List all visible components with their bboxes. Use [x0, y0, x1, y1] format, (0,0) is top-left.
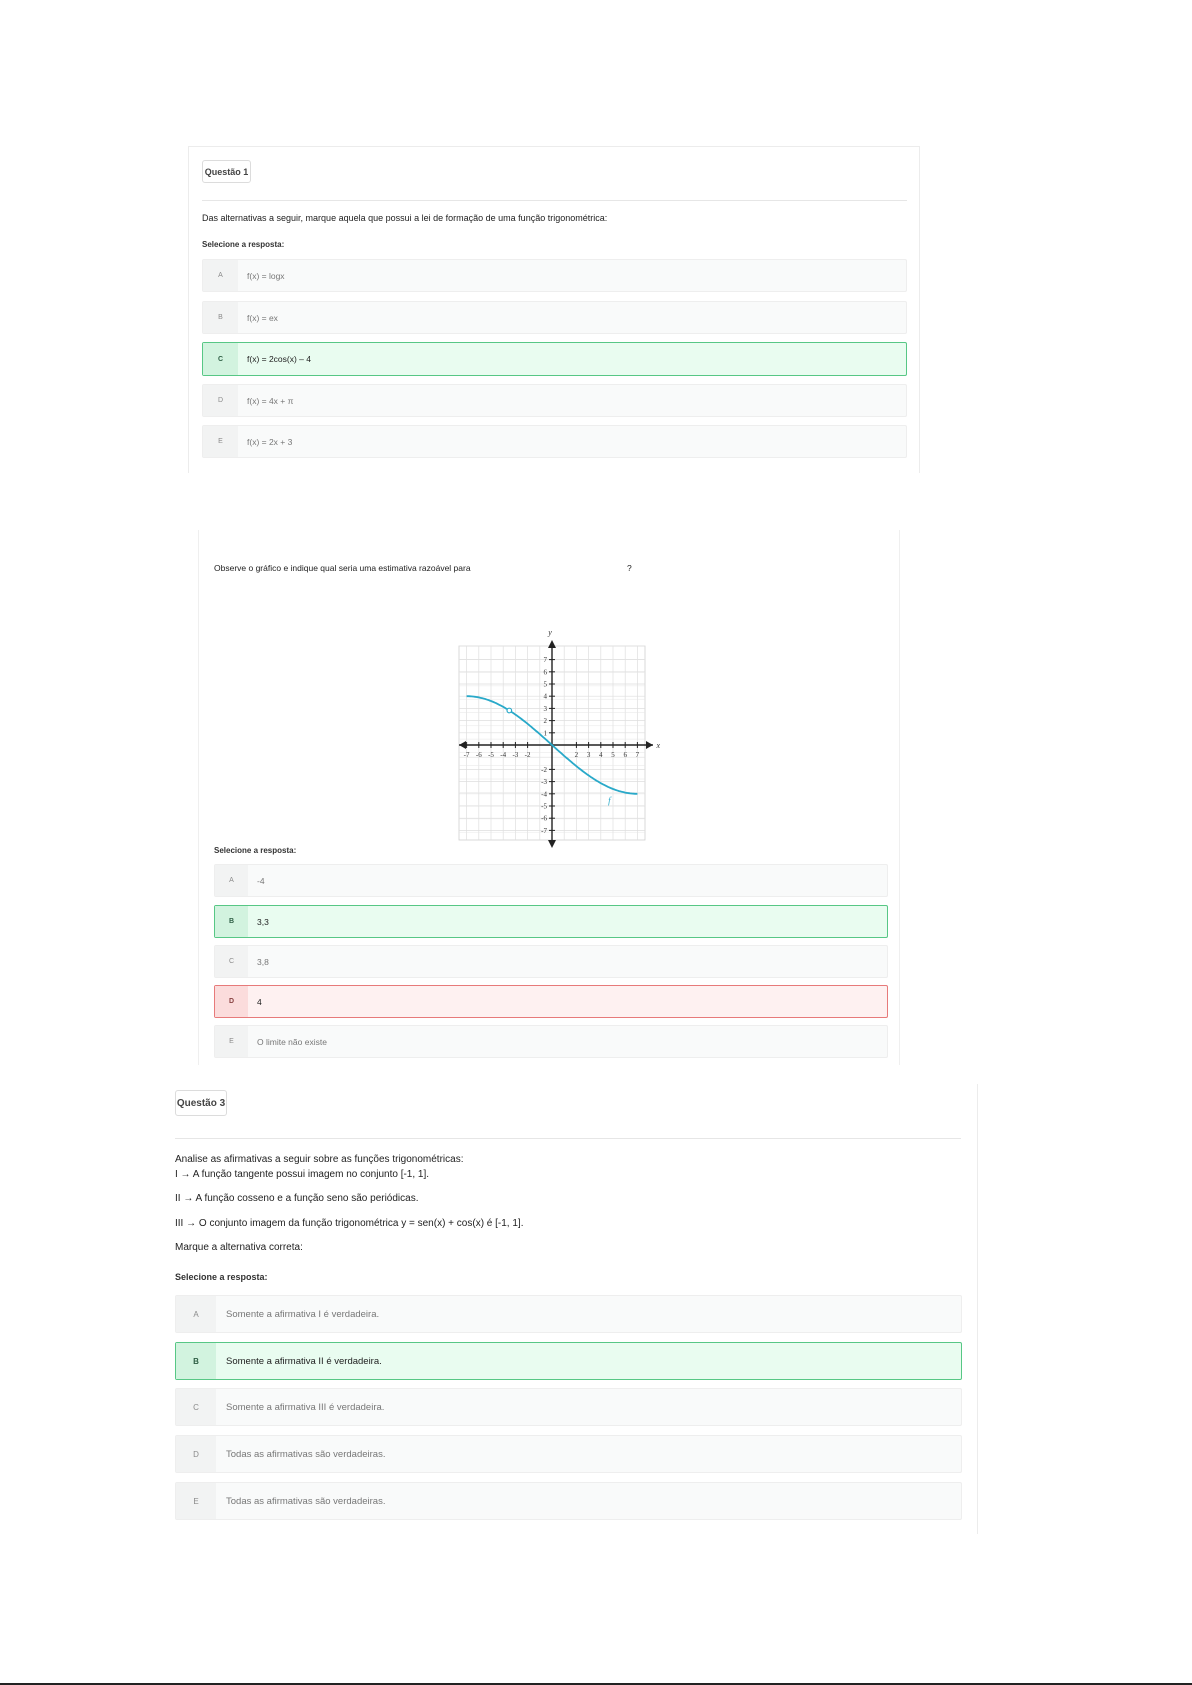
divider: [175, 1138, 961, 1139]
y-tick-label: 6: [543, 668, 547, 677]
answer-option-c[interactable]: [214, 945, 888, 978]
y-axis-arrow-up: [548, 640, 556, 648]
answer-option-c[interactable]: [175, 1388, 962, 1426]
x-tick-label: 4: [599, 751, 603, 759]
select-answer-label: Selecione a resposta:: [202, 240, 285, 249]
open-point-marker: [507, 708, 512, 713]
option-text: f(x) = 2cos(x) – 4: [247, 354, 312, 364]
select-answer-label: Selecione a resposta:: [175, 1272, 268, 1282]
question-statement: Das alternativas a seguir, marque aquela que possui a lei de formação de uma função trigonométrica:: [202, 213, 608, 223]
question-instruction: Marque a alternativa correta:: [175, 1242, 303, 1253]
option-letter: A: [203, 260, 238, 291]
option-text: f(x) = 2x + 3: [247, 436, 293, 447]
option-letter: A: [176, 1296, 216, 1332]
answer-option-d[interactable]: [175, 1435, 962, 1473]
option-letter: C: [176, 1389, 216, 1425]
answer-option-c[interactable]: [202, 342, 907, 376]
question-badge: Questão 3: [175, 1090, 227, 1116]
y-tick-label: 4: [543, 692, 547, 701]
y-axis-label: y: [548, 628, 552, 637]
x-tick-label: 6: [623, 751, 627, 759]
option-text: 3,3: [257, 916, 269, 927]
option-text: f(x) = 4x + π: [247, 395, 294, 406]
option-text: -4: [257, 875, 265, 886]
option-text: 4: [257, 996, 262, 1007]
y-tick-label: -6: [541, 814, 547, 823]
option-letter: A: [215, 865, 248, 896]
select-answer-label: Selecione a resposta:: [214, 846, 297, 855]
x-tick-label: 5: [611, 751, 615, 759]
x-tick-label: 2: [574, 751, 579, 759]
y-tick-label: -3: [541, 778, 547, 787]
x-axis-label: x: [656, 741, 660, 750]
question-2-card: [198, 530, 900, 1065]
option-text: f(x) = ex: [247, 312, 278, 323]
y-tick-label: 7: [543, 656, 547, 665]
option-letter: E: [203, 426, 238, 457]
curve-label: f: [608, 795, 611, 806]
option-text: f(x) = logx: [247, 270, 285, 281]
y-axis-arrow-down: [548, 840, 556, 848]
y-tick-label: -5: [541, 802, 547, 811]
option-text: Somente a afirmativa I é verdadeira.: [226, 1308, 380, 1320]
option-letter: E: [176, 1483, 216, 1519]
x-axis-arrow-right: [646, 741, 653, 749]
question-intro: Analise as afirmativas a seguir sobre as funções trigonométricas:: [175, 1154, 464, 1165]
answer-option-b[interactable]: [214, 905, 888, 938]
question-statement: Observe o gráfico e indique qual seria uma estimativa razoável para: [214, 563, 471, 573]
question-1-card: [188, 146, 920, 473]
question-badge: Questão 1: [202, 160, 251, 183]
question-3-card: [162, 1084, 978, 1534]
x-tick-label: -5: [488, 751, 494, 759]
y-tick-label: -7: [541, 826, 547, 835]
option-text: Somente a afirmativa III é verdadeira.: [226, 1401, 385, 1413]
option-letter: D: [176, 1436, 216, 1472]
option-letter: D: [203, 385, 238, 416]
option-letter: E: [215, 1026, 248, 1057]
x-tick-label: 3: [586, 751, 591, 759]
x-tick-label: -7: [463, 751, 470, 759]
answer-option-b[interactable]: [175, 1342, 962, 1380]
graph-ticks: [464, 628, 661, 835]
x-tick-label: -3: [512, 751, 519, 759]
answer-option-a[interactable]: [214, 864, 888, 897]
question-mark: ?: [627, 563, 632, 573]
option-letter: B: [176, 1343, 216, 1379]
option-letter: C: [203, 343, 238, 375]
answer-option-d[interactable]: [202, 384, 907, 417]
x-tick-label: -2: [524, 751, 531, 759]
divider: [202, 200, 907, 201]
y-tick-label: 2: [543, 717, 547, 726]
statement-item-1: I → A função tangente possui imagem no conjunto [-1, 1].: [175, 1169, 430, 1180]
graph-axes: [459, 640, 653, 848]
option-text: 3,8: [257, 956, 269, 967]
x-tick-label: -4: [500, 751, 507, 759]
answer-option-a[interactable]: [175, 1295, 962, 1333]
option-letter: B: [203, 302, 238, 333]
x-tick-label: -6: [475, 751, 482, 759]
option-text: O limite não existe: [257, 1036, 327, 1047]
answer-option-e[interactable]: [214, 1025, 888, 1058]
option-letter: D: [215, 986, 248, 1017]
option-letter: B: [215, 906, 248, 937]
answer-option-e[interactable]: [175, 1482, 962, 1520]
option-text: Somente a afirmativa II é verdadeira.: [226, 1355, 382, 1367]
y-tick-label: -4: [541, 790, 547, 799]
y-tick-label: 5: [543, 680, 547, 689]
y-tick-label: 3: [543, 704, 547, 713]
option-letter: C: [215, 946, 248, 977]
function-graph: [455, 560, 660, 835]
answer-option-b[interactable]: [202, 301, 907, 334]
y-tick-label: 1: [543, 729, 547, 738]
answer-option-d[interactable]: [214, 985, 888, 1018]
x-tick-label: 7: [635, 751, 640, 759]
y-tick-label: -2: [541, 765, 547, 774]
option-text: Todas as afirmativas são verdadeiras.: [226, 1448, 386, 1460]
answer-option-a[interactable]: [202, 259, 907, 292]
answer-option-e[interactable]: [202, 425, 907, 458]
statement-item-2: II → A função cosseno e a função seno são periódicas.: [175, 1193, 419, 1204]
x-axis-arrow-left: [459, 741, 466, 749]
statement-item-3: III → O conjunto imagem da função trigonométrica y = sen(x) + cos(x) é [-1, 1].: [175, 1218, 524, 1229]
option-text: Todas as afirmativas são verdadeiras.: [226, 1495, 386, 1507]
